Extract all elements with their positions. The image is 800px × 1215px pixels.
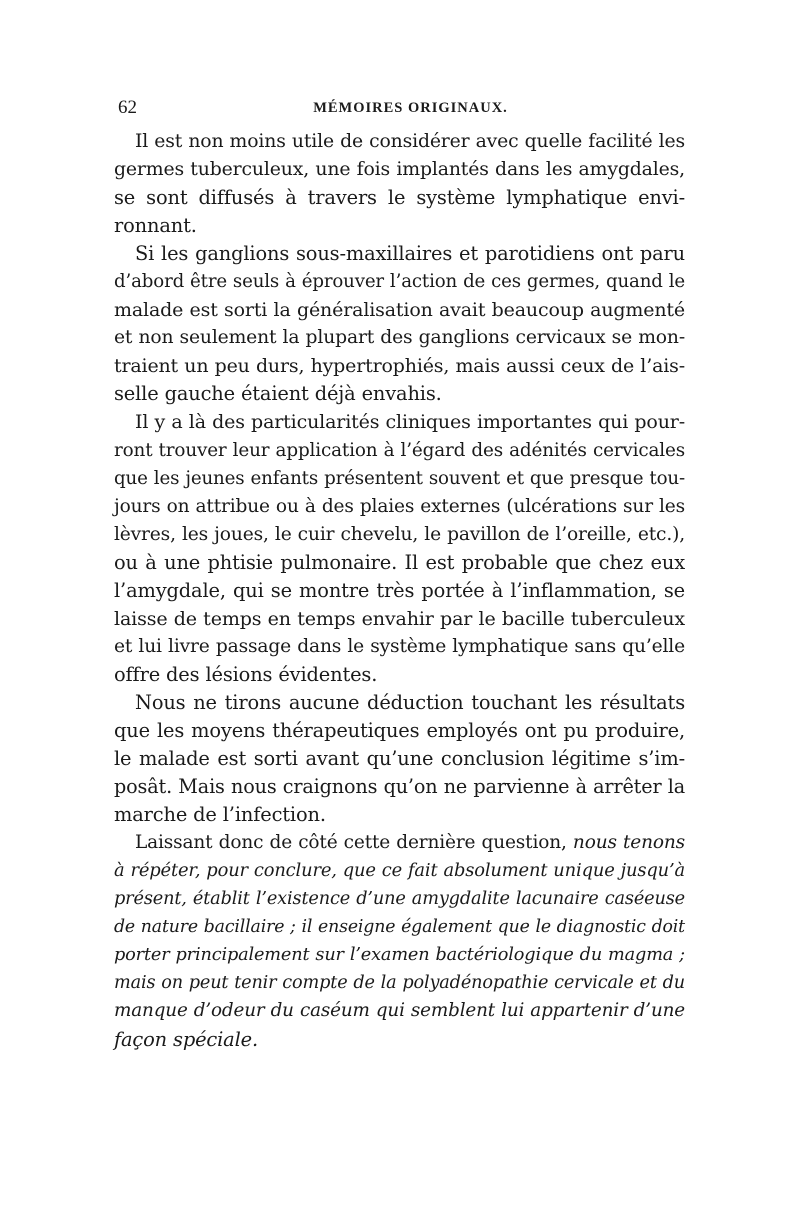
text-line: lèvres, les joues, le cuir chevelu, le pavillon de l’oreille, etc.), [114,523,685,545]
italic-text-line: porter principalement sur l’examen bactériologique du magma ; [114,945,685,966]
text-line: malade est sorti la généralisation avait beaucoup augmenté [114,299,685,322]
paragraph-5 [114,829,685,1053]
italic-text-line: mais on peut tenir compte de la polyadénopathie cervicale et du [114,973,685,994]
text-line: germes tuberculeux, une fois implantés dans les amygdales, [114,159,685,181]
text-line: Il y a là des particularités cliniques importantes qui pour- [135,411,685,434]
text-line: ou à une phtisie pulmonaire. Il est probable que chez eux [114,550,685,574]
text-line: Il est non moins utile de considérer avec quelle facilité les [135,131,685,152]
text-line: et non seulement la plupart des ganglions cervicaux se mon- [114,327,685,349]
italic-text-line: présent, établit l’existence d’une amygdalite lacunaire caséeuse [114,889,685,910]
text-line-mixed [114,829,685,857]
italic-text-line: à répéter, pour conclure, que ce fait absolument unique jusqu’à [114,860,685,882]
text-line: que les jeunes enfants présentent souvent et que presque tou- [114,467,685,489]
text-line: l’amygdale, qui se montre très portée à l’inflammation, se [114,578,685,602]
italic-text-line: façon spéciale. [114,1027,258,1051]
text-line: marche de l’infection. [114,803,326,827]
text-line: Si les ganglions sous-maxillaires et parotidiens ont paru [135,242,685,266]
paragraph-2 [114,240,685,408]
italic-text-line: manque d’odeur du caséum qui semblent lui appartenir d’une [114,1000,685,1022]
text-run: Laissant donc de côté cette dernière question, [135,832,573,854]
text-line: selle gauche étaient déjà envahis. [114,382,442,406]
text-line: posât. Mais nous craignons qu’on ne parvienne à arrêter la [114,775,685,799]
text-line: Nous ne tirons aucune déduction touchant les résultats [135,690,685,714]
paragraph-3 [114,408,685,688]
text-line: le malade est sorti avant qu’une conclusion légitime s’im- [114,747,685,771]
text-line: d’abord être seuls à éprouver l’action de ces germes, quand le [114,271,685,293]
text-line: et lui livre passage dans le système lymphatique sans qu’elle [114,635,685,657]
text-line: que les moyens thérapeutiques employés ont pu produire, [114,718,685,742]
text-line: jours on attribue ou à des plaies externes (ulcérations sur les [114,495,685,517]
text-line: ront trouver leur application à l’égard des adénités cervicales [114,439,685,461]
text-line: ronnant. [114,214,197,238]
running-title: MÉMOIRES ORIGINAUX. [313,100,508,116]
text-line: traient un peu durs, hypertrophiés, mais aussi ceux de l’ais- [114,355,685,378]
body-text [114,128,685,1054]
text-line: laisse de temps en temps envahir par le bacille tuberculeux [114,607,685,630]
page-number: 62 [118,97,137,118]
italic-run: nous tenons [572,832,685,854]
text-line: se sont diffusés à travers le système lymphatique envi- [114,186,685,210]
running-head [118,97,703,127]
paragraph-4 [114,689,685,829]
italic-text-line: de nature bacillaire ; il enseigne également que le diagnostic doit [114,917,685,938]
text-line: offre des lésions évidentes. [114,662,378,686]
paragraph-1 [114,128,685,240]
